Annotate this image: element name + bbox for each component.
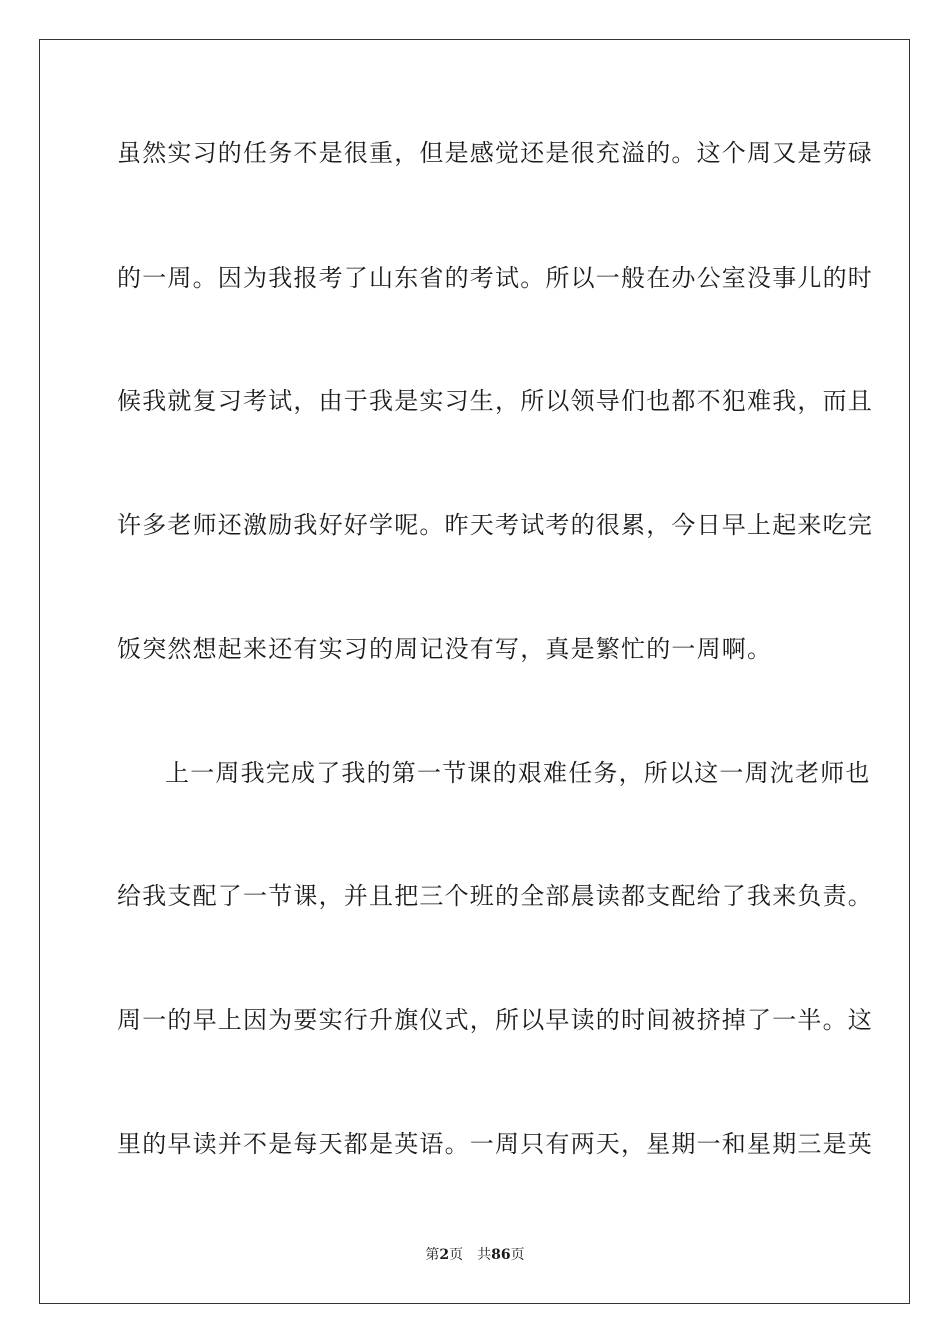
text-line-5: 饭突然想起来还有实习的周记没有写，真是繁忙的一周啊。 bbox=[117, 635, 773, 663]
total-pages: 86 bbox=[491, 1247, 511, 1263]
page-number: 2 bbox=[439, 1247, 450, 1263]
text-line-3: 候我就复习考试，由于我是实习生，所以领导们也都不犯难我，而且 bbox=[117, 387, 873, 415]
text-line-9: 里的早读并不是每天都是英语。一周只有两天，星期一和星期三是英 bbox=[117, 1130, 873, 1158]
page-footer bbox=[0, 1246, 950, 1264]
text-line-1: 虽然实习的任务不是很重，但是感觉还是很充溢的。这个周又是劳碌 bbox=[117, 139, 873, 167]
text-line-4: 许多老师还激励我好好学呢。昨天考试考的很累，今日早上起来吃完 bbox=[117, 511, 873, 539]
text-line-8: 周一的早上因为要实行升旗仪式，所以早读的时间被挤掉了一半。这 bbox=[117, 1006, 873, 1034]
page-border bbox=[39, 39, 910, 1304]
page-suffix: 页 bbox=[449, 1247, 464, 1263]
text-line-6: 上一周我完成了我的第一节课的艰难任务，所以这一周沈老师也 bbox=[165, 759, 871, 787]
page-prefix: 第 bbox=[425, 1247, 440, 1263]
total-prefix: 共 bbox=[477, 1247, 492, 1263]
total-suffix: 页 bbox=[510, 1247, 525, 1263]
text-line-7: 给我支配了一节课，并且把三个班的全部晨读都支配给了我来负责。 bbox=[117, 882, 873, 910]
text-line-2: 的一周。因为我报考了山东省的考试。所以一般在办公室没事儿的时 bbox=[117, 264, 873, 292]
